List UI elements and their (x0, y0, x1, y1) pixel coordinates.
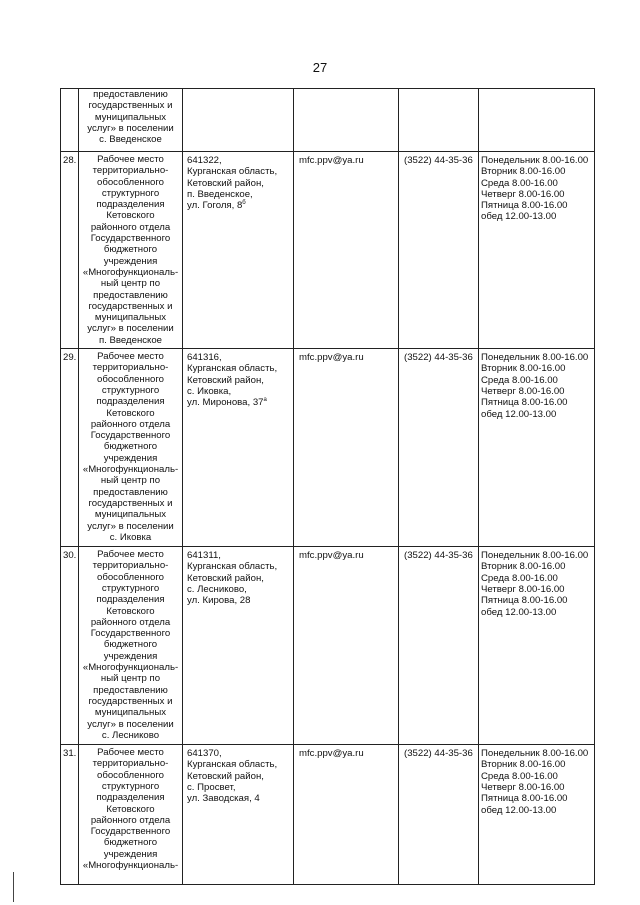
office-hours (479, 745, 595, 885)
office-name-line: учреждения (103, 650, 158, 662)
office-name-line: обособленного (97, 769, 164, 781)
office-name-line: Государственного (90, 430, 171, 442)
office-name (79, 349, 183, 547)
office-name-line: обособленного (97, 176, 164, 188)
address-building-letter: а (263, 397, 267, 404)
office-address (183, 547, 294, 745)
office-address (183, 745, 294, 885)
address-street (187, 595, 290, 606)
address-line: 641322, (187, 155, 222, 166)
office-name-line: Государственного (90, 826, 171, 838)
office-hours (479, 89, 595, 152)
address-line: Курганская область, (187, 363, 278, 375)
office-name-line: бюджетного (103, 441, 158, 453)
hours-line: обед 12.00-13.00 (481, 211, 557, 223)
office-name-line: муниципальных (94, 111, 167, 123)
office-name-line: территориально- (92, 165, 169, 177)
address-street-text: ул. Гоголя, 8 (187, 200, 243, 212)
office-name-line: Кетовского (106, 407, 155, 419)
hours-line: Среда 8.00-16.00 (481, 374, 558, 386)
address-line: Курганская область, (187, 759, 278, 771)
office-email: mfc.ppv@ya.ru (294, 745, 399, 885)
office-name-line: бюджетного (103, 244, 158, 256)
page-number: 27 (312, 60, 328, 75)
hours-line: Четверг 8.00-16.00 (481, 188, 565, 200)
office-address (183, 152, 294, 349)
office-name-line: услуг» в поселении (87, 520, 174, 532)
row-number: 31. (61, 745, 79, 885)
office-name-line: учреждения (103, 255, 158, 267)
office-name-line: с. Введенское (99, 134, 162, 146)
address-building-letter: б (242, 200, 246, 206)
office-phone (399, 89, 479, 152)
address-line: 641316, (187, 352, 222, 364)
office-name-line: учреждения (103, 848, 158, 860)
office-row (61, 547, 595, 745)
row-number (61, 89, 79, 152)
hours-line: Пятница 8.00-16.00 (481, 200, 568, 212)
continuation-row (61, 89, 595, 152)
office-name-line: Государственного (90, 233, 171, 245)
office-row (61, 152, 595, 349)
office-name-line: Кетовского (106, 210, 155, 222)
hours-line: Пятница 8.00-16.00 (481, 397, 568, 409)
office-name-line: ный центр по (100, 475, 161, 487)
scan-edge-mark (13, 872, 14, 902)
office-name-line: районного отдела (90, 221, 171, 233)
office-name-line: обособленного (97, 373, 164, 385)
office-phone: (3522) 44-35-36 (399, 349, 479, 547)
office-name (79, 89, 183, 152)
office-email: mfc.ppv@ya.ru (294, 349, 399, 547)
address-street (187, 793, 290, 804)
office-name-line: подразделения (96, 199, 165, 211)
office-name-line: районного отдела (90, 616, 171, 628)
hours-line: Среда 8.00-16.00 (481, 770, 558, 782)
hours-line: Среда 8.00-16.00 (481, 572, 558, 584)
hours-line: Четверг 8.00-16.00 (481, 385, 565, 397)
office-hours (479, 152, 595, 349)
office-email (294, 89, 399, 152)
office-name-line: «Многофункциональ- (82, 464, 179, 476)
office-name-line: подразделения (96, 396, 165, 408)
address-street (187, 200, 290, 211)
office-name-line: предоставлению (93, 289, 168, 301)
office-name-line: подразделения (96, 594, 165, 606)
hours-line: Понедельник 8.00-16.00 (481, 352, 589, 364)
address-line: Кетовский район, (187, 177, 264, 189)
office-name (79, 745, 183, 885)
office-name-line: ный центр по (100, 278, 161, 290)
address-line: Кетовский район, (187, 374, 264, 386)
address-line: 641311, (187, 550, 221, 562)
office-name-line: «Многофункциональ- (82, 662, 179, 674)
hours-line: Понедельник 8.00-16.00 (481, 155, 589, 166)
office-name-line: Рабочее место (97, 549, 164, 561)
office-name-line: структурного (101, 384, 160, 396)
hours-line: Пятница 8.00-16.00 (481, 595, 568, 607)
hours-line: Понедельник 8.00-16.00 (481, 748, 589, 760)
hours-line: Понедельник 8.00-16.00 (481, 550, 589, 562)
office-hours (479, 547, 595, 745)
hours-line: Вторник 8.00-16.00 (481, 363, 566, 375)
office-name-line: территориально- (92, 560, 169, 572)
office-hours (479, 349, 595, 547)
hours-line: обед 12.00-13.00 (481, 408, 557, 420)
office-name-line: ный центр по (100, 673, 161, 685)
office-address (183, 349, 294, 547)
address-street (187, 397, 290, 408)
row-number: 28. (61, 152, 79, 349)
office-email: mfc.ppv@ya.ru (294, 152, 399, 349)
office-name (79, 152, 183, 349)
address-line: с. Лесниково, (187, 583, 247, 595)
office-phone: (3522) 44-35-36 (399, 547, 479, 745)
row-number: 29. (61, 349, 79, 547)
hours-line: Пятница 8.00-16.00 (481, 793, 568, 805)
office-name-line: Рабочее место (97, 747, 164, 759)
address-line: 641370, (187, 748, 222, 760)
address-line: Курганская область, (187, 561, 278, 573)
office-name-line: Кетовского (106, 803, 155, 815)
address-line: п. Введенское, (187, 188, 253, 200)
hours-line: обед 12.00-13.00 (481, 804, 557, 816)
address-street-text: ул. Миронова, 37 (187, 397, 264, 409)
office-phone: (3522) 44-35-36 (399, 152, 479, 349)
office-name-line: учреждения (103, 452, 158, 464)
address-street-text: ул. Кирова, 28 (187, 595, 251, 607)
office-name-line: структурного (101, 780, 160, 792)
office-name-line: услуг» в поселении (87, 323, 174, 335)
office-name-line: предоставлению (93, 486, 168, 498)
hours-line: Вторник 8.00-16.00 (481, 561, 566, 573)
hours-line: Четверг 8.00-16.00 (481, 781, 565, 793)
office-name-line: услуг» в поселении (87, 122, 174, 134)
office-name-line: территориально- (92, 758, 169, 770)
office-name-line: предоставлению (93, 684, 168, 696)
office-name-line: государственных и (88, 497, 173, 509)
hours-line: обед 12.00-13.00 (481, 606, 557, 618)
office-name-line: государственных и (88, 100, 173, 112)
office-name-line: «Многофункциональ- (82, 266, 179, 278)
office-address (183, 89, 294, 152)
office-name-line: Рабочее место (97, 351, 164, 363)
office-name-line: с. Лесниково (101, 729, 160, 741)
office-name-line: услуг» в поселении (87, 718, 174, 730)
address-line: Курганская область, (187, 166, 278, 178)
office-name-line: Рабочее место (97, 154, 164, 165)
office-row (61, 745, 595, 885)
address-line: с. Иковка, (187, 385, 232, 397)
office-name-line: структурного (101, 582, 160, 594)
office-email: mfc.ppv@ya.ru (294, 547, 399, 745)
office-name-line: муниципальных (94, 707, 167, 719)
address-street-text: ул. Заводская, 4 (187, 793, 260, 805)
hours-line: Четверг 8.00-16.00 (481, 583, 565, 595)
office-name-line: муниципальных (94, 509, 167, 521)
hours-line: Вторник 8.00-16.00 (481, 759, 566, 771)
row-number: 30. (61, 547, 79, 745)
mfc-offices-table (60, 88, 595, 885)
office-phone: (3522) 44-35-36 (399, 745, 479, 885)
hours-line: Вторник 8.00-16.00 (481, 166, 566, 178)
office-name-line: обособленного (97, 571, 164, 583)
office-row (61, 349, 595, 547)
office-name-line: предоставлению (93, 89, 168, 100)
office-name-line: муниципальных (94, 312, 167, 324)
office-name-line: территориально- (92, 362, 169, 374)
office-name-line: государственных и (88, 300, 173, 312)
office-name (79, 547, 183, 745)
address-line: Кетовский район, (187, 572, 264, 584)
office-name-line: подразделения (96, 792, 165, 804)
office-name-line: с. Иковка (109, 531, 152, 543)
hours-line: Среда 8.00-16.00 (481, 177, 558, 189)
office-name-line: Кетовского (106, 605, 155, 617)
office-name-line: районного отдела (90, 418, 171, 430)
office-name-line: структурного (101, 187, 160, 199)
office-name-line: государственных и (88, 695, 173, 707)
office-name-line: «Многофункциональ- (82, 860, 179, 872)
office-name-line: бюджетного (103, 639, 158, 651)
office-name-line: районного отдела (90, 814, 171, 826)
address-line: Кетовский район, (187, 770, 264, 782)
office-name-line: бюджетного (103, 837, 158, 849)
office-name-line: п. Введенское (98, 334, 163, 346)
address-line: с. Просвет, (187, 781, 236, 793)
office-name-line: Государственного (90, 628, 171, 640)
